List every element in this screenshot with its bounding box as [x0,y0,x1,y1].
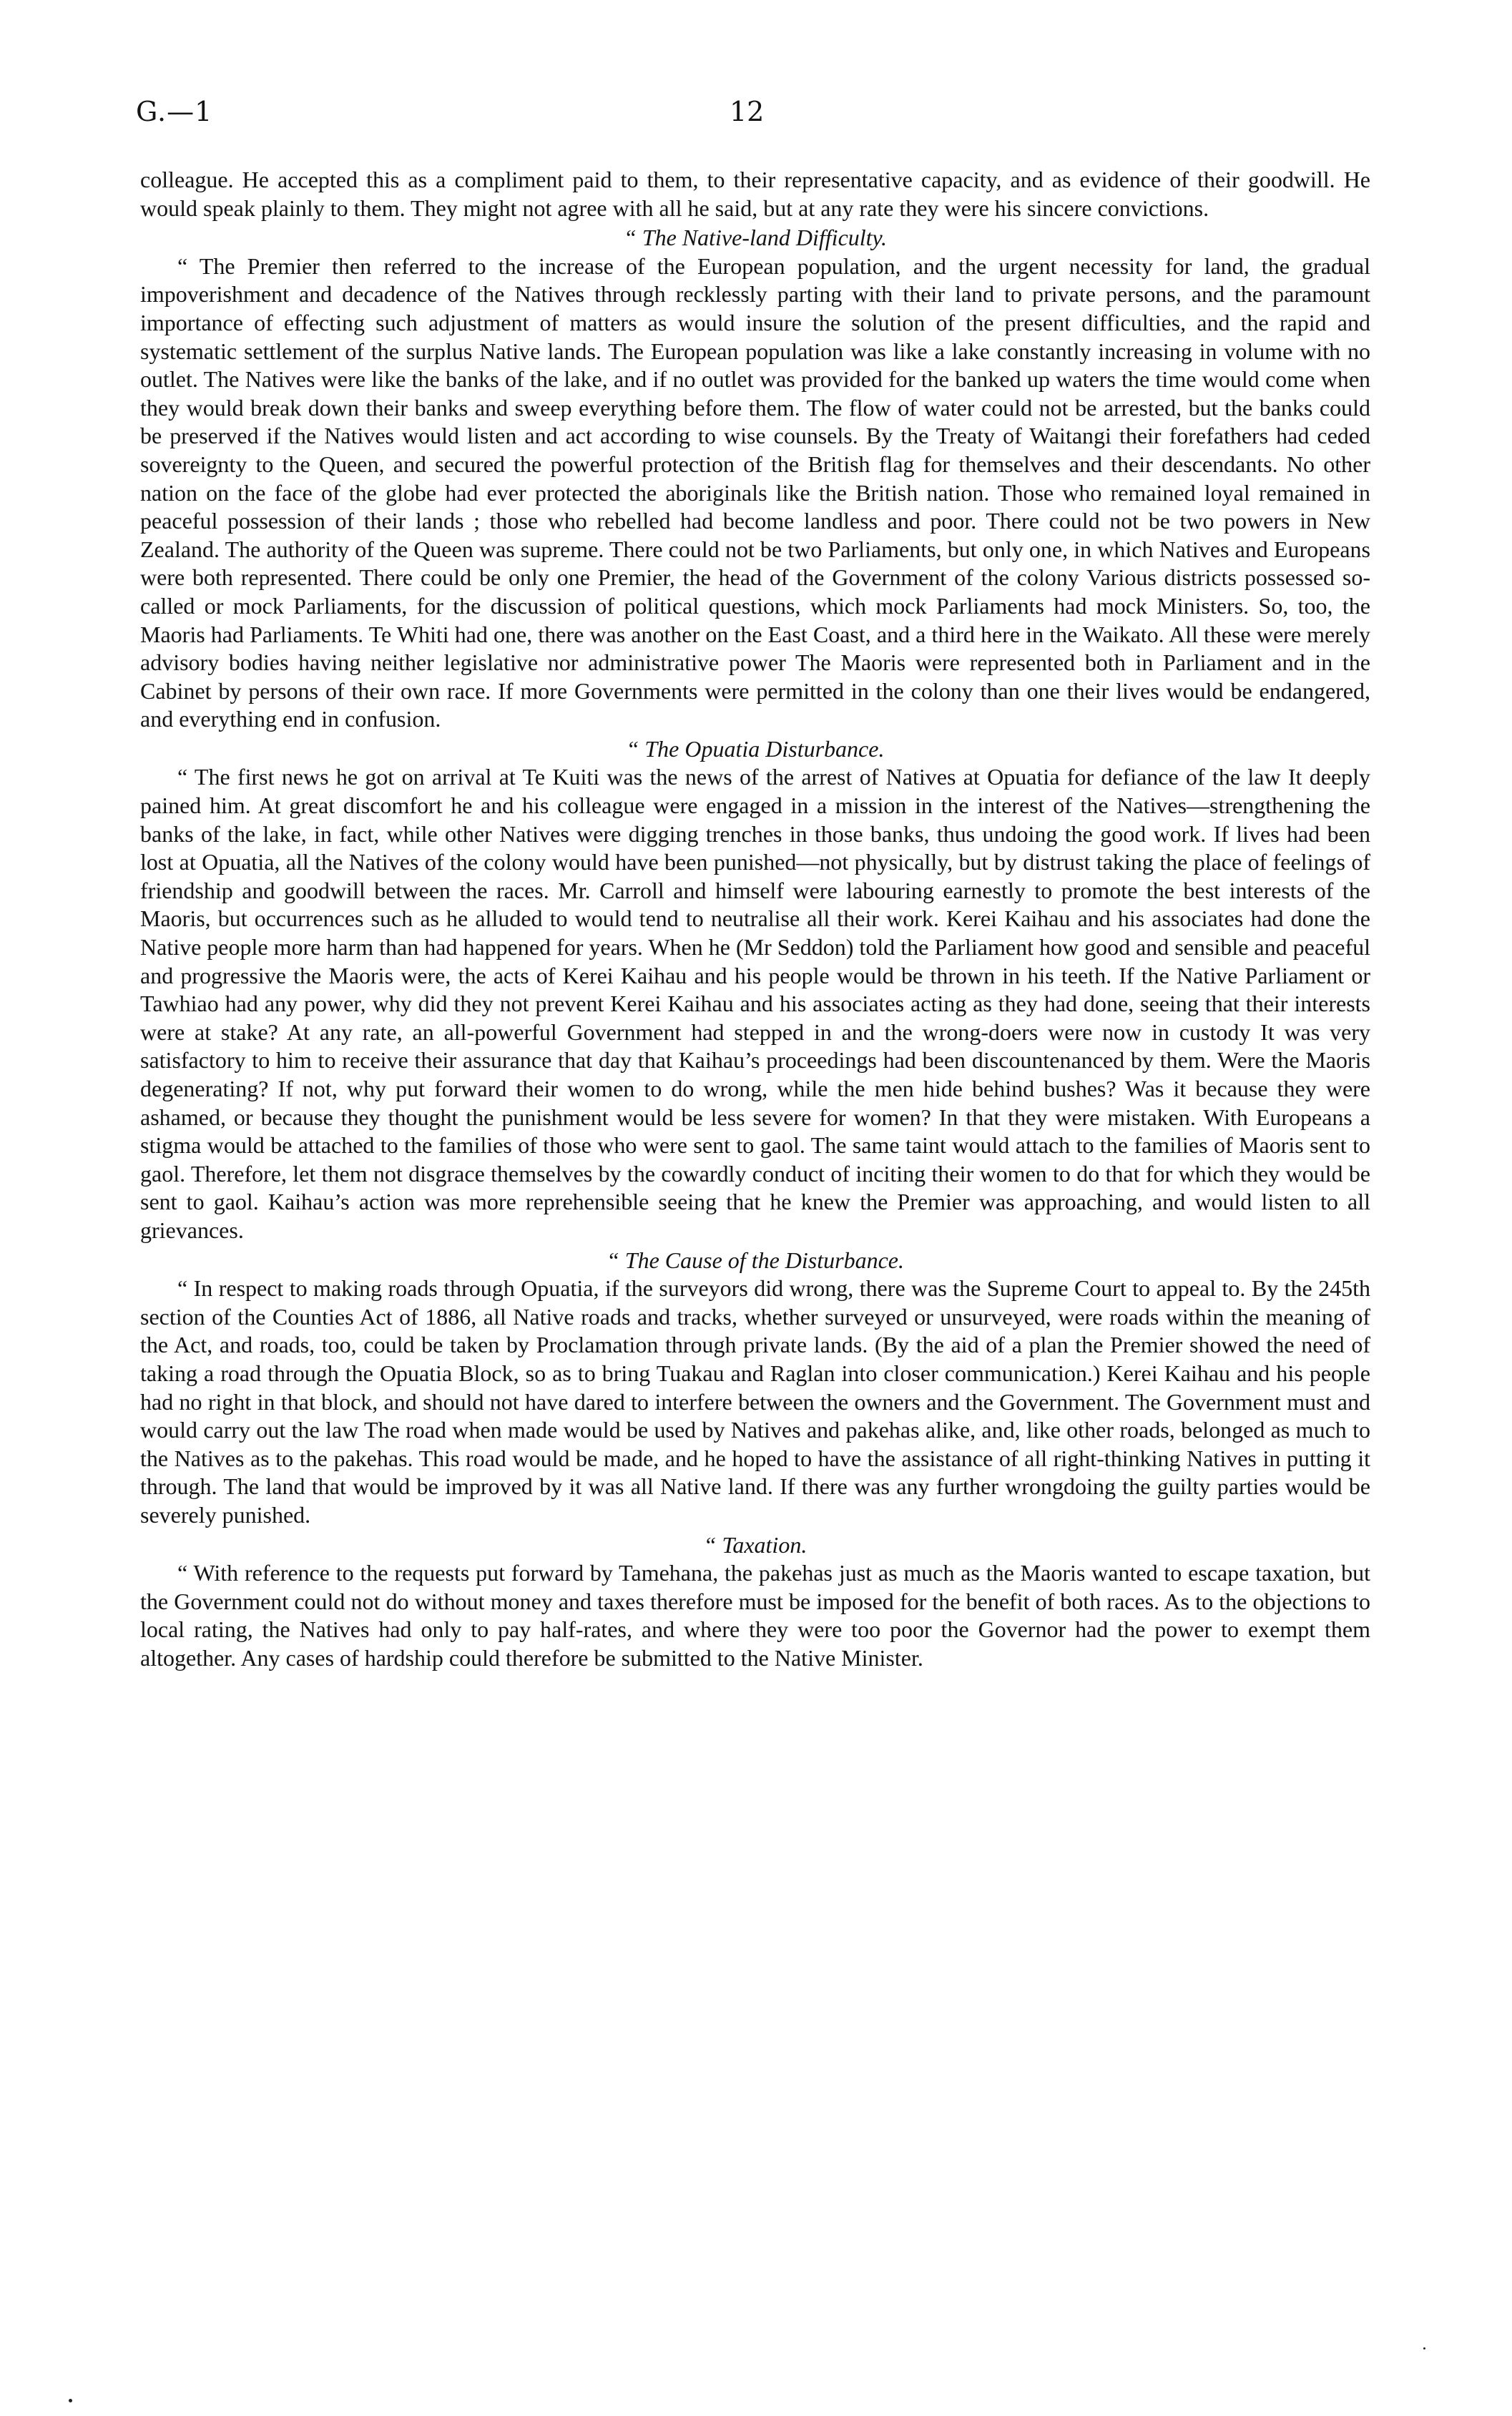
scan-speck [69,2399,72,2402]
page-header [136,96,1380,146]
paragraph: “ The Premier then referred to the increase of the European population, and the urgent necessity for land, the gradual impoverishment and decadence of the Natives through recklessly parting with their land to private persons, and the paramount importance of effecting such adjustment of matters as would insure the solution of the present difficulties, and the rapid and systematic settlement of the surplus Native lands. The European population was like a lake constantly increasing in volume with no outlet. The Natives were like the banks of the lake, and if no outlet was provided for the banked up waters the time would come when they would break down their banks and sweep everything before them. The flow of water could not be arrested, but the banks could be preserved if the Natives would listen and act according to wise counsels. By the Treaty of Waitangi their forefathers had ceded sovereignty to the Queen, and secured the powerful protection of the British flag for themselves and their descendants. No other nation on the face of the globe had ever protected the aboriginals like the British nation. Those who remained loyal remained in peaceful possession of their lands ; those who rebelled had become landless and poor. There could not be two powers in New Zealand. The authority of the Queen was supreme. There could not be two Parliaments, but only one, in which Natives and Europeans were both represented. There could be only one Premier, the head of the Government of the colony Various districts possessed so-called or mock Parliaments, for the discussion of political questions, which mock Parliaments had mock Ministers. So, too, the Maoris had Parliaments. Te Whiti had one, there was another on the East Coast, and a third here in the Waikato. All these were merely advisory bodies having neither legislative nor administrative power The Maoris were represented both in Parliament and in the Cabinet by persons of their own race. If more Governments were permitted in the colony than one their lives would be endangered, and everything end in confusion. [140,252,1370,732]
paragraph: “ The first news he got on arrival at Te Kuiti was the news of the arrest of Natives at Opuatia for defiance of the law It deeply pained him. At great discomfort he and his colleague were engaged in a mission in the interest of the Natives—strengthening the banks of the lake, in fact, while other Natives were digging trenches in those banks, thus undoing the good work. If lives had been lost at Opuatia, all the Natives of the colony would have been punished—not physically, but by distrust taking the place of feelings of friendship and goodwill between the races. Mr. Carroll and himself were labouring earnestly to promote the best interests of the Maoris, but occurrences such as he alluded to would tend to neutralise all their work. Kerei Kaihau and his associates had done the Native people more harm than had happened for years. When he (Mr Seddon) told the Parliament how good and sensible and peaceful and progressive the Maoris were, the acts of Kerei Kaihau and his people would be thrown in his teeth. If the Native Parliament or Tawhiao had any power, why did they not prevent Kerei Kaihau and his associates acting as they had done, seeing that their interests were at stake? At any rate, an all-powerful Government had stepped in and the wrong-doers were now in custody It was very satisfactory to him to receive their assurance that day that Kaihau’s proceedings had been discountenanced by them. Were the Maoris degenerating? If not, why put forward their women to do wrong, while the men hide behind bushes? Was it because they were ashamed, or because they thought the punishment would be less severe for women? In that they were mistaken. With Europeans a stigma would be attached to the families of those who were sent to gaol. The same taint would attach to the families of Maoris sent to gaol. Therefore, let them not disgrace themselves by the cowardly conduct of inciting their women to do that for which they would be sent to gaol. Kaihau’s action was more reprehensible seeing that he knew the Premier was approaching, and would listen to all grievances. [140,764,1370,1243]
page-number: 12 [730,96,765,127]
section-heading-cause-of-disturbance: “ The Cause of the Disturbance. [607,1247,904,1273]
section-heading-native-land-difficulty: “ The Native-land Difficulty. [624,225,887,251]
body-text [140,166,1370,1672]
paragraph: colleague. He accepted this as a compliment paid to them, to their representative capacity, and as evidence of their goodwill. He would speak plainly to them. They might not agree with all he said, but at any rate they were his sincere convictions. [140,167,1370,221]
scan-speck [1423,2347,1425,2349]
section-heading-opuatia-disturbance: “ The Opuatia Disturbance. [626,735,885,762]
document-reference: G.—1 [136,96,213,127]
paragraph: “ With reference to the requests put forward by Tamehana, the pakehas just as much as the Maoris wanted to escape taxation, but the Government could not do without money and taxes therefore must be imposed for the benefit of both races. As to the objections to local rating, the Natives had only to pay half-rates, and where they were too poor the Governor had the power to exempt them altogether. Any cases of hardship could therefore be submitted to the Native Minister. [140,1560,1370,1671]
section-heading-taxation: “ Taxation. [703,1531,807,1558]
paragraph: “ In respect to making roads through Opuatia, if the surveyors did wrong, there was the Supreme Court to appeal to. By the 245th section of the Counties Act of 1886, all Native roads and tracks, whether surveyed or unsurveyed, were roads within the meaning of the Act, and roads, too, could be taken by Proclamation through private lands. (By the aid of a plan the Premier showed the need of taking a road through the Opuatia Block, so as to bring Tuakau and Raglan into closer communication.) Kerei Kaihau and his people had no right in that block, and should not have dared to interfere between the owners and the Government. The Government must and would carry out the law The road when made would be used by Natives and pakehas alike, and, like other roads, belonged as much to the Natives as to the pakehas. This road would be made, and he hoped to have the assistance of all right-thinking Natives in putting it through. The land that would be improved by it was all Native land. If there was any further wrongdoing the guilty parties would be severely punished. [140,1275,1370,1528]
